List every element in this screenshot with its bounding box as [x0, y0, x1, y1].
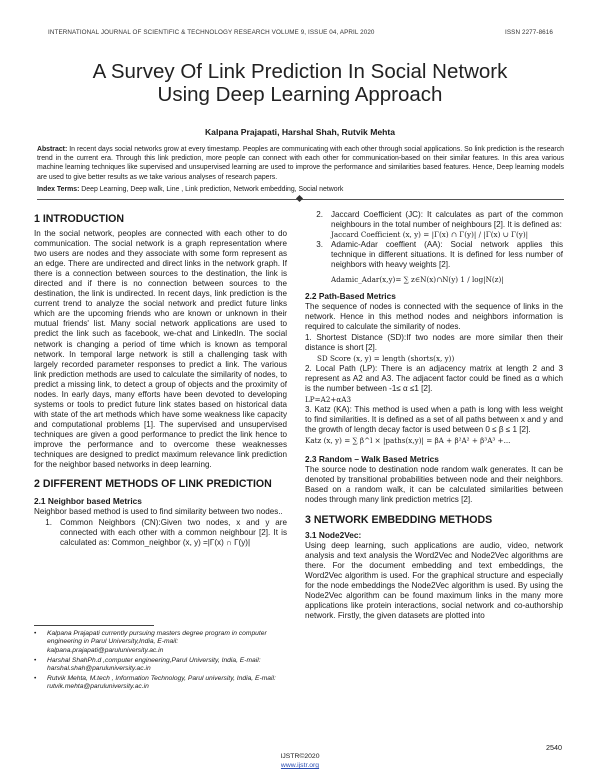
- list-item-common-neighbors: [34, 518, 287, 548]
- node2vec-paragraph: Using deep learning, such applications are audio, video, network analysis and text analysis the Word2Vec and Node2Vec algorithms are there. For the document embedding and text embeddings, the Word2Vec algorithm is used. For the graphical structure and especially for the node embeddings the Node2Vec algorithm is used. By using the Node2Vec algorithm can be found maximum links in the many more applications like protein interactions, social network and co-authorship network. Firstly, the given datasets are plotted into: [305, 540, 563, 620]
- subsection-heading-neighbor: 2.1 Neighbor based Metrics: [34, 496, 142, 507]
- bullet-icon: •: [34, 656, 37, 664]
- list-number: 1.: [45, 517, 52, 527]
- section-heading-introduction: 1 INTRODUCTION: [34, 213, 125, 225]
- footnote-text: Harshal ShahPh.d ,computer engineering,Parul University, India, E-mail: harshal.shah@paruluniversity.ac.in: [47, 656, 261, 673]
- subsection-heading-random-walk: 2.3 Random – Walk Based Metrics: [305, 454, 439, 465]
- keywords-label: Index Terms:: [37, 186, 80, 193]
- introduction-paragraph: In the social network, peoples are connected with each other to do communication. The social network is a graph representation where two users are nodes and they associate with some form represent as an edge. There are undirected and direct links in the network graph. If there is a connection between sources to the destination, the link is directed and if there is no connection between sources to the destination, the link is undirected. In recent days, link prediction is the current trend to analyze the social network and predict future links which are the upcoming friends who are known or unknown in their mutual friends' list. Many social network applications are used to predict the link such as facebook, we-chat and LinkedIn. The social network is changing a period of time which is known as temporal network. In temporal large network is still a challenging task with largely recorded parameter responses to predict a link. The various link prediction methods are used to calculate the similarity of nodes, to predict a missing link, to detect a group of objects and the proximity of nodes. In early days, many efforts have been devoted to developing systems or tools to predict future link states based on historical data with state of the art methods which have some weakness like capacity and computational problems [1]. The supervised and unsupervised techniques are given a good performance to predict the link hence to improve the performance and to overcome these weaknesses techniques are designed to predict maximum relevance link prediction for the neighbor based networks in deep learning.: [34, 229, 287, 470]
- local-path-paragraph: 2. Local Path (LP): There is an adjacency matrix at length 2 and 3 represent as A2 and A3. The adjacent factor could be fined as α which is the number between -1≤ α ≤1 [2].: [305, 364, 563, 394]
- list-item-jaccard: [305, 210, 563, 230]
- footnote-divider: [34, 625, 154, 626]
- local-path-formula: LP=A2+αA3: [305, 395, 352, 405]
- footnote-item: [34, 657, 287, 674]
- left-column: [34, 210, 287, 548]
- title-line-1: A Survey Of Link Prediction In Social Network: [92, 60, 508, 83]
- neighbor-paragraph: Neighbor based method is used to find similarity between two nodes..: [34, 506, 283, 516]
- adamic-adar-formula: Adamic_Adar(x,y)= ∑ z∈N(x)∩N(y) 1 / log|N(z)|: [331, 275, 504, 285]
- footnotes: [34, 630, 287, 693]
- section-heading-methods: 2 DIFFERENT METHODS OF LINK PREDICTION: [34, 478, 272, 491]
- shortest-distance-paragraph: 1. Shortest Distance (SD):If two nodes are more similar then their distance is short [2].: [305, 332, 563, 353]
- list-text: Common Neighbors (CN):Given two nodes, x and y are connected with each other with a common neighbour [2]. It is calculated as: Common_neighbor (x, y) =|Γ(x) ∩ Γ(y)|: [60, 517, 287, 547]
- keywords: [37, 185, 564, 194]
- journal-header: INTERNATIONAL JOURNAL OF SCIENTIFIC & TECHNOLOGY RESEARCH VOLUME 9, ISSUE 04, APRIL 2020: [48, 29, 375, 36]
- page-number: 2540: [546, 743, 562, 752]
- bullet-icon: •: [34, 675, 37, 683]
- list-text: Adamic-Adar coeffient (AA): Social network applies this technique in different situations. It is defined for less number of neighbors with heavy weights [2].: [331, 240, 563, 270]
- katz-paragraph: 3. Katz (KA): This method is used when a path is long with less weight to find similarities. It is defined as a set of all paths between x and y and the growth of length decay factor is used between 0 ≤ β ≤ 1 [2].: [305, 405, 563, 435]
- footer-copyright: IJSTR©2020: [280, 753, 320, 760]
- footnote-item: [34, 675, 287, 692]
- footnote-item: [34, 630, 287, 655]
- path-paragraph: The sequence of nodes is connected with the sequence of links in the network. Hence in this method nodes and neighbors information is required to calculate the similarity of nodes.: [305, 301, 563, 331]
- subsection-heading-path: 2.2 Path-Based Metrics: [305, 291, 396, 302]
- abstract-text: In recent days social networks grow at every timestamp. Peoples are communicating with each other through social applications. So link prediction is the research trend in the current era. Through this link prediction, more people can connect with each other for communication-based on their similar features. In this area various machine learning techniques like supervised and unsupervised learning are used to improve the performance and similarities based features. Hence, Deep learning models are used to give better results as we take various analyses of research papers.: [37, 146, 564, 181]
- section-heading-network-embedding: 3 NETWORK EMBEDDING METHODS: [305, 514, 493, 527]
- abstract-label: Abstract:: [37, 146, 68, 153]
- list-number: 3.: [316, 240, 323, 250]
- shortest-distance-formula: SD Score (x, y) = length (shorts(x, y)): [317, 354, 455, 364]
- bullet-icon: •: [34, 630, 37, 637]
- list-number: 2.: [316, 210, 323, 219]
- title-line-2: Using Deep Learning Approach: [157, 83, 443, 106]
- issn-header: ISSN 2277-8616: [505, 29, 553, 36]
- paper-title: [40, 60, 560, 106]
- footer-url-link[interactable]: www.ijstr.org: [280, 762, 320, 769]
- jaccard-formula: Jaccard Coefficient (x, y) = |Γ(x) ∩ Γ(y)| / |Γ(x) ∪ Γ(y)|: [331, 230, 529, 240]
- list-item-adamic-adar: [305, 240, 563, 270]
- authors: Kalpana Prajapati, Harshal Shah, Rutvik Mehta: [204, 127, 396, 137]
- katz-formula: Katz (x, y) = ∑ β^l × |paths(x,y)| = βA + β²A² + β³A³ +...: [305, 436, 511, 446]
- random-walk-paragraph: The source node to destination node random walk generates. It can be denoted by transitional probabilities between node and their neighbors. Based on a random walk, it can be calculated similarities between nodes through many link prediction metrics [2].: [305, 464, 563, 505]
- abstract: [37, 145, 564, 182]
- subsection-heading-node2vec: 3.1 Node2Vec:: [305, 530, 362, 541]
- footnote-text: Rutvik Mehta, M.tech , Information Technology, Parul university, India, E-mail: rutvik.mehta@paruluniversity.ac.in: [47, 675, 276, 691]
- right-column: [305, 210, 563, 622]
- divider-diamond-icon: [296, 195, 303, 202]
- keywords-text: Deep Learning, Deep walk, Line , Link prediction, Network embedding, Social network: [79, 186, 344, 193]
- footnote-text: Kalpana Prajapati currently pursuing masters degree program in computer engineering in Parul University,India, E-mail: kalpana.prajapati@paruluniversity.ac.in: [47, 630, 267, 654]
- list-text: Jaccard Coefficient (JC): It calculates as part of the common neighbours in the total number of neighbours [2]. It is defined as:: [331, 210, 563, 230]
